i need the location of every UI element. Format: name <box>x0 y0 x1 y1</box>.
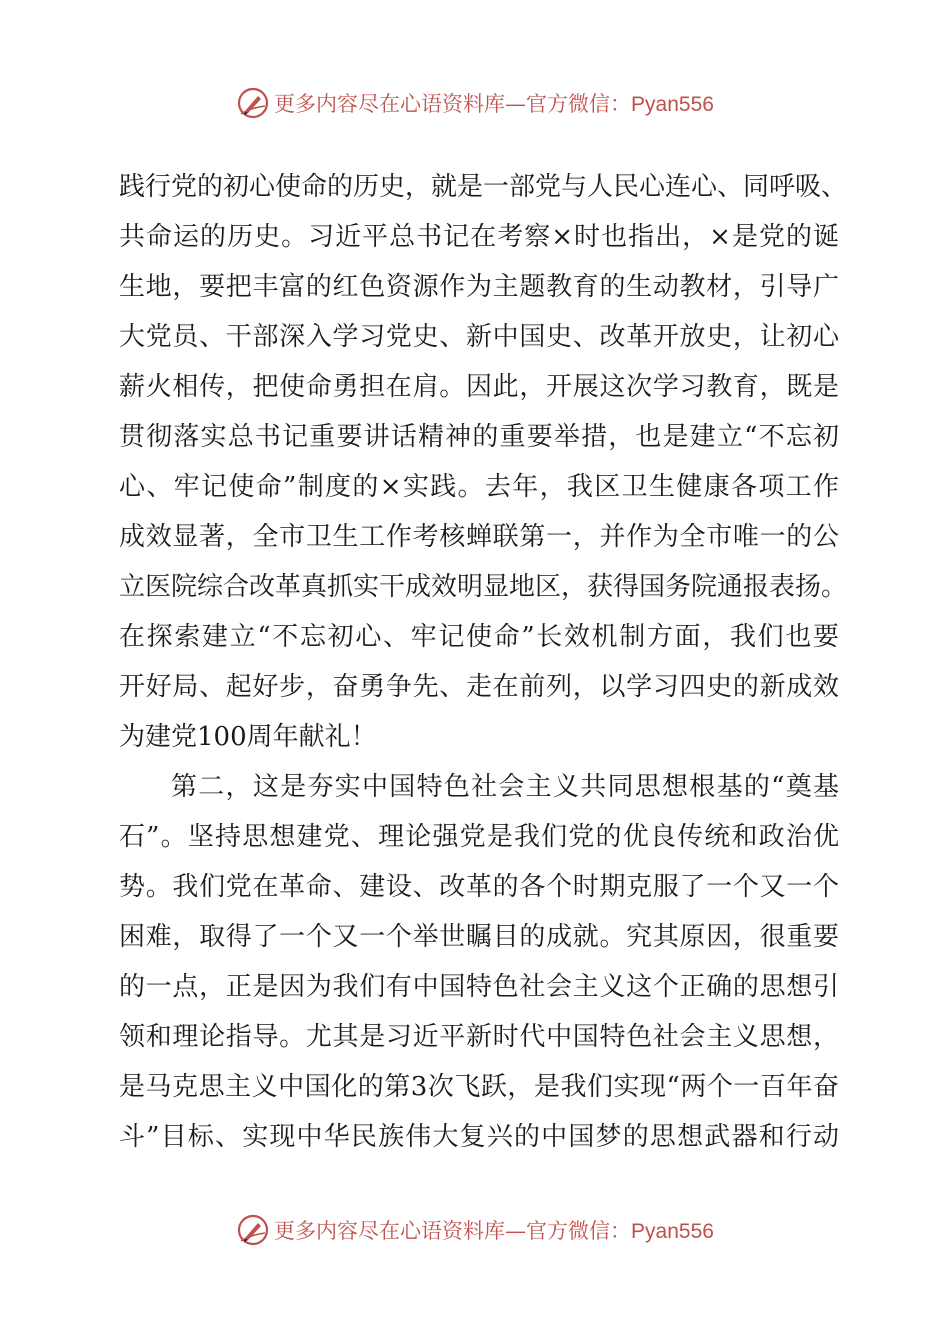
pen-logo-icon <box>236 86 270 120</box>
header-banner <box>0 83 950 123</box>
text-line: 立医院综合改革真抓实干成效明显地区，获得国务院通报表扬。 <box>119 572 848 602</box>
text-line: 石”。坚持思想建党、理论强党是我们党的优良传统和政治优 <box>119 822 839 852</box>
text-line: 成效显著，全市卫生工作考核蝉联第一，并作为全市唯一的公 <box>119 522 839 552</box>
text-line: 践行党的初心使命的历史，就是一部党与人民心连心、同呼吸、 <box>119 172 848 202</box>
text-line: 为建党100周年献礼！ <box>119 722 377 752</box>
text-line: 大党员、干部深入学习党史、新中国史、改革开放史，让初心 <box>119 322 839 352</box>
text-line: 斗”目标、实现中华民族伟大复兴的中国梦的思想武器和行动 <box>119 1122 839 1152</box>
document-body <box>119 162 848 1162</box>
text-line: 开好局、起好步，奋勇争先、走在前列，以学习四史的新成效 <box>119 672 839 702</box>
paragraph <box>119 162 848 762</box>
text-line: 的一点，正是因为我们有中国特色社会主义这个正确的思想引 <box>119 972 839 1002</box>
text-line: 贯彻落实总书记重要讲话精神的重要举措，也是建立“不忘初 <box>119 422 839 452</box>
banner-text: 更多内容尽在心语资料库—官方微信：Pyan556 <box>274 1219 714 1243</box>
text-line: 生地，要把丰富的红色资源作为主题教育的生动教材，引导广 <box>119 272 839 302</box>
wechat-id: Pyan556 <box>631 1220 714 1243</box>
banner-text: 更多内容尽在心语资料库—官方微信：Pyan556 <box>274 92 714 116</box>
text-line: 心、牢记使命”制度的×实践。去年，我区卫生健康各项工作 <box>119 472 839 502</box>
text-line: 在探索建立“不忘初心、牢记使命”长效机制方面，我们也要 <box>119 622 839 652</box>
paragraph <box>119 762 839 1162</box>
pen-logo-icon <box>236 1213 270 1247</box>
text-line: 第二，这是夯实中国特色社会主义共同思想根基的“奠基 <box>171 772 839 802</box>
text-line: 势。我们党在革命、建设、改革的各个时期克服了一个又一个 <box>119 872 839 902</box>
text-line: 薪火相传，把使命勇担在肩。因此，开展这次学习教育，既是 <box>119 372 839 402</box>
text-line: 是马克思主义中国化的第3次飞跃，是我们实现“两个一百年奋 <box>119 1072 839 1102</box>
wechat-id: Pyan556 <box>631 93 714 116</box>
footer-banner <box>0 1210 950 1250</box>
text-line: 共命运的历史。习近平总书记在考察×时也指出，×是党的诞 <box>119 222 839 252</box>
text-line: 领和理论指导。尤其是习近平新时代中国特色社会主义思想， <box>119 1022 839 1052</box>
text-line: 困难，取得了一个又一个举世瞩目的成就。究其原因，很重要 <box>119 922 839 952</box>
